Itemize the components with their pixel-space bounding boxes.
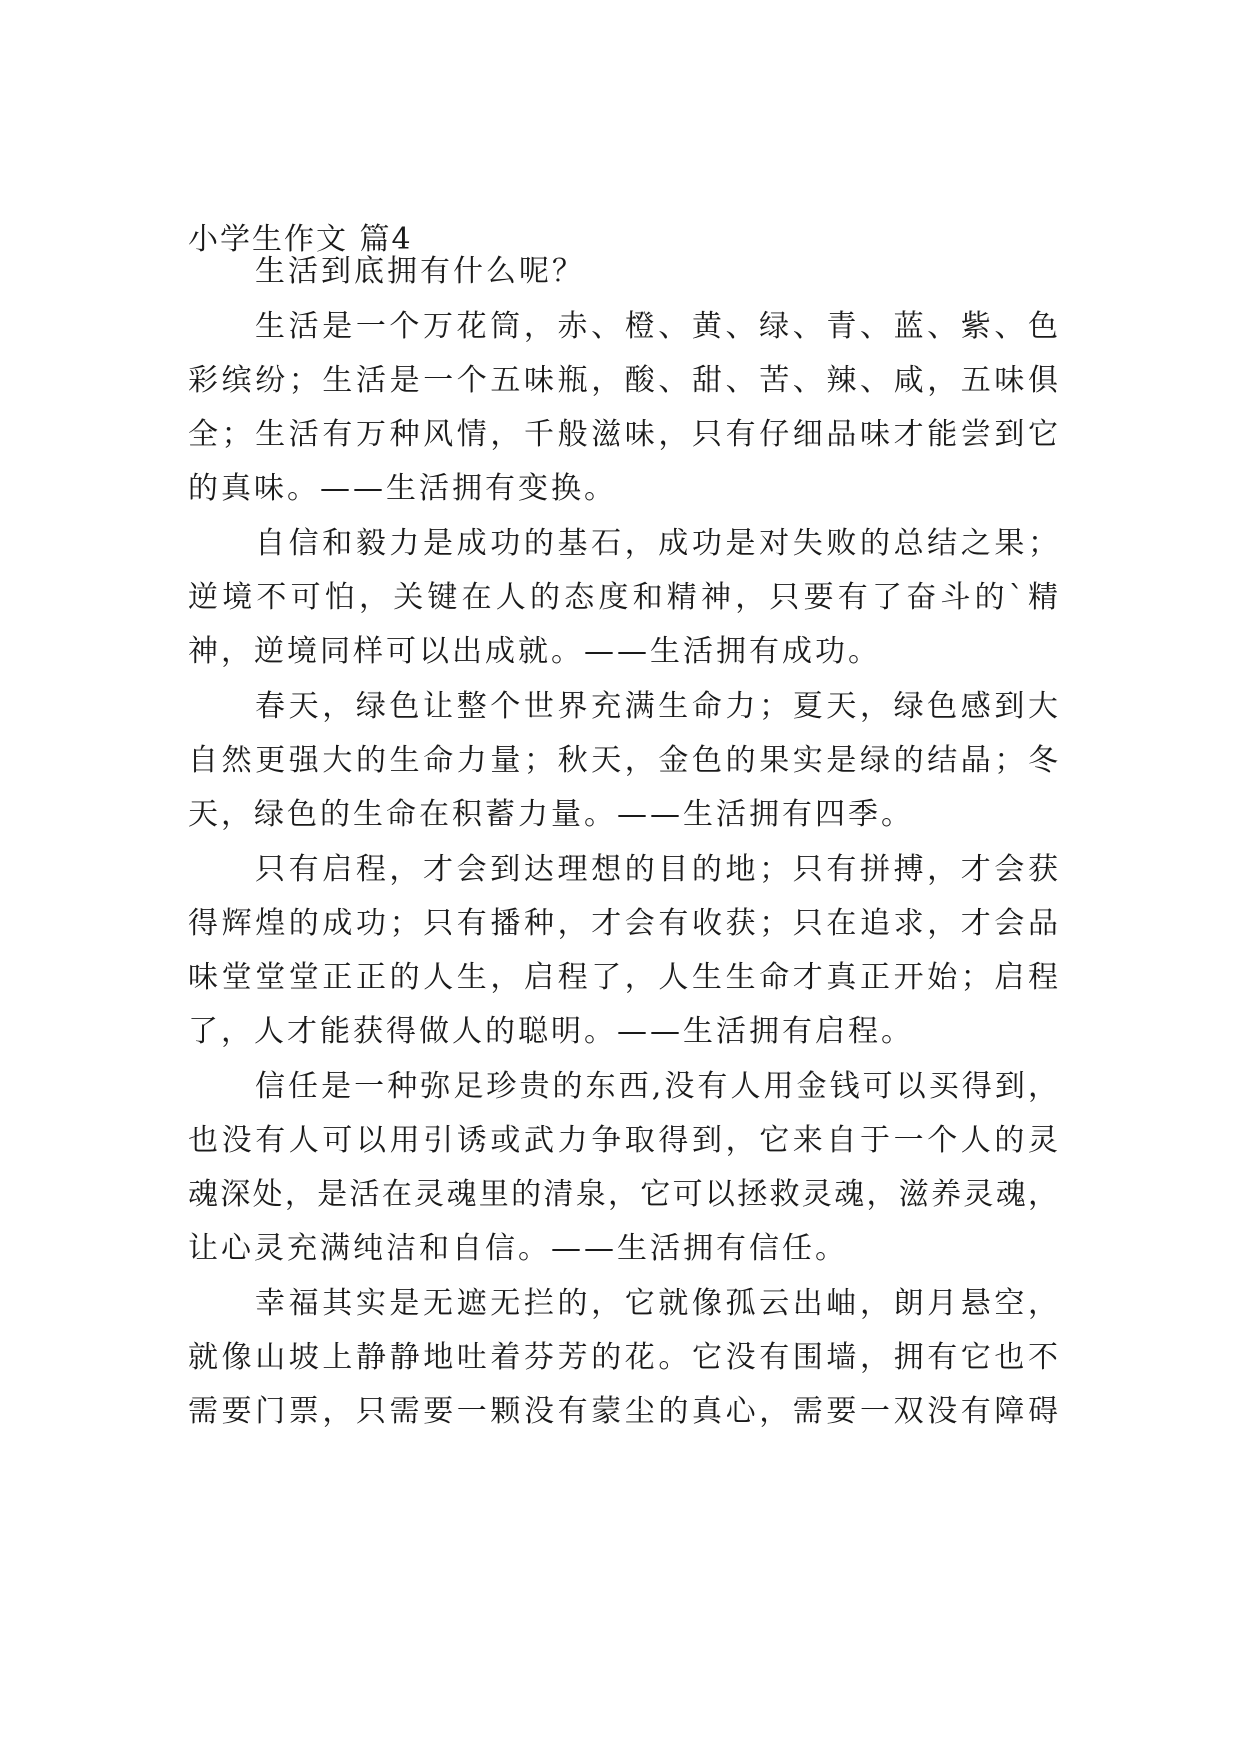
- paragraph-line: 让心灵充满纯洁和自信。——生活拥有信任。: [188, 1231, 848, 1266]
- paragraph-line: 生活是一个万花筒，赤、橙、黄、绿、青、蓝、紫、色: [255, 309, 1058, 344]
- paragraph-line: 逆境不可怕，关键在人的态度和精神，只要有了奋斗的`精: [188, 580, 1058, 615]
- paragraph-line: 信任是一种弥足珍贵的东西,没有人用金钱可以买得到，: [255, 1069, 1058, 1104]
- paragraph-line: 幸福其实是无遮无拦的，它就像孤云出岫，朗月悬空，: [255, 1286, 1058, 1321]
- paragraph-line: 神，逆境同样可以出成就。——生活拥有成功。: [188, 634, 881, 669]
- paragraph-line: 了，人才能获得做人的聪明。——生活拥有启程。: [188, 1014, 914, 1049]
- paragraph-line: 也没有人可以用引诱或武力争取得到，它来自于一个人的灵: [188, 1123, 1058, 1158]
- paragraph-line: 就像山坡上静静地吐着芬芳的花。它没有围墙，拥有它也不: [188, 1340, 1058, 1375]
- paragraph-line: 全；生活有万种风情，千般滋味，只有仔细品味才能尝到它: [188, 417, 1058, 452]
- paragraph-line: 魂深处，是活在灵魂里的清泉，它可以拯救灵魂，滋养灵魂，: [188, 1177, 1058, 1212]
- paragraph-line: 的真味。——生活拥有变换。: [188, 471, 617, 506]
- paragraph-line: 自然更强大的生命力量；秋天，金色的果实是绿的结晶；冬: [188, 743, 1058, 778]
- paragraph-line: 需要门票，只需要一颗没有蒙尘的真心，需要一双没有障碍: [188, 1394, 1058, 1429]
- paragraph-line: 味堂堂堂正正的人生，启程了，人生生命才真正开始；启程: [188, 960, 1058, 995]
- paragraph-line: 彩缤纷；生活是一个五味瓶，酸、甜、苦、辣、咸，五味俱: [188, 363, 1058, 398]
- paragraph-line: 生活到底拥有什么呢？: [255, 254, 585, 289]
- paragraph-line: 得辉煌的成功；只有播种，才会有收获；只在追求，才会品: [188, 906, 1058, 941]
- paragraph-line: 自信和毅力是成功的基石，成功是对失败的总结之果；: [255, 526, 1058, 561]
- essay-title: 小学生作文 篇4: [188, 222, 413, 257]
- paragraph-line: 只有启程，才会到达理想的目的地；只有拼搏，才会获: [255, 852, 1058, 887]
- paragraph-line: 天，绿色的生命在积蓄力量。——生活拥有四季。: [188, 797, 914, 832]
- paragraph-line: 春天，绿色让整个世界充满生命力；夏天，绿色感到大: [255, 689, 1058, 724]
